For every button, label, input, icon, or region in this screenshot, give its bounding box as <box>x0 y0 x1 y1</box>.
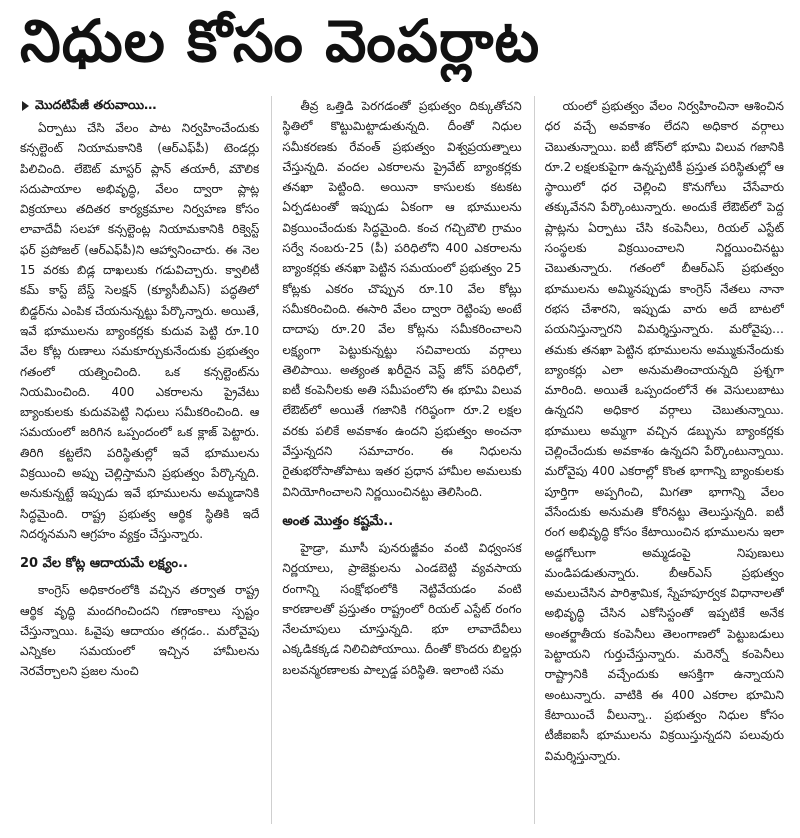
triangle-arrow-icon <box>22 101 29 111</box>
headline: నిధుల కోసం వెంపర్లాట <box>20 7 541 75</box>
column-3 <box>534 96 784 824</box>
continuation-kicker <box>20 96 259 114</box>
paragraph: యంలో ప్రభుత్వం వేలం నిర్వహించినా ఆశించిన ధర వచ్చే అవకాశం లేదని అధికార వర్గాలు చెబుతున్నాయి. ఐటీ జోన్‌లో భూమి విలువ గజానికి రూ.2 లక్షలకుపైగా ఉన్నప్పటికీ ప్రస్తుత పరిస్థితుల్లో ఆ స్థాయిలో ధర చెల్లించి కొనుగోలు చేసేవారు తక్కువేనని పేర్కొంటున్నారు. అందుకే లేఔట్‌లో పెద్ద ప్లాట్లను ఏర్పాటు చేసి కంపెనీలు, రియల్ ఎస్టేట్ సంస్థలకు విక్రయించాలని నిర్ణయించినట్టు చెబుతున్నారు. గతంలో బీఆర్‌ఎస్ ప్రభుత్వం భూములను అమ్మినప్పుడు కాంగ్రెస్ నేతలు నానా రభస చేశారని, ఇప్పుడు వారు అదే బాటలో పయనిస్తున్నారని విమర్శిస్తున్నారు. మరోవైపు… తమకు తనఖా పెట్టిన భూములను అమ్ముకునేందుకు బ్యాంకర్లు ఎలా అనుమతించాయన్నది ప్రశ్నగా మారింది. అయితే ఒప్పందంలోనే ఈ వెసులుబాటు ఉన్నదని అధికార వర్గాలు చెబుతున్నాయి. భూములు అమ్మగా వచ్చిన డబ్బును బ్యాంకర్లకు చెల్లించేందుకు అవకాశం ఉన్నదని పేర్కొంటున్నాయి. మరోవైపు 400 ఎకరాల్లో కొంత భాగాన్ని బ్యాంకులకు పూర్తిగా అప్పగించి, మిగతా భాగాన్ని వేలం వేసేందుకు అనుమతి కోరినట్టు తెలుస్తున్నది. ఐటీ రంగ అభివృద్ధి కోసం కేటాయించిన భూములను ఇలా అడ్డగోలుగా అమ్మడంపై నిపుణులు మండిపడుతున్నారు. బీఆర్‌ఎస్ ప్రభుత్వం అమలుచేసిన పారిశ్రామిక, స్నేహపూర్వక విధానాలతో అభివృద్ధి చేసిన ఎకోసిస్టంతో ఇప్పటికే అనేక అంతర్జాతీయ కంపెనీలు తెలంగాణలో పెట్టుబడులు పెట్టాయని గుర్తుచేస్తున్నారు. మరెన్నో కంపెనీలు రాష్ట్రానికి వచ్చేందుకు ఆసక్తిగా ఉన్నాయని అంటున్నారు. వాటికి ఈ 400 ఎకరాల భూమిని కేటాయించే వీలున్నా.. ప్రభుత్వం నిధుల కోసం టీజీఐఐసీ భూములను విక్రయిస్తున్నదని పలువురు విమర్శిస్తున్నారు. <box>544 99 784 763</box>
kicker-text: మొదటిపేజీ తరువాయి… <box>35 97 157 112</box>
paragraph: తీవ్ర ఒత్తిడి పెరగడంతో ప్రభుత్వం దిక్కుతోచని స్థితిలో కొట్టుమిట్టాడుతున్నది. దీంతో నిధుల సమీకరణకు రేవంత్ ప్రభుత్వం విశ్వప్రయత్నాలు చేస్తున్నది. వందల ఎకరాలను ప్రైవేట్ బ్యాంకర్లకు తనఖా పెట్టింది. అయినా కాసులకు కటకట ఏర్పడటంతో ఇప్పుడు ఏకంగా ఆ భూములను విక్రయించేందుకు సిద్ధమైంది. కంచ గచ్చిబౌలి గ్రామం సర్వే నంబరు-25 (పీ) పరిధిలోని 400 ఎకరాలను బ్యాంకర్లకు తనఖా పెట్టిన సమయంలో ప్రభుత్వం 25 కోట్లకు ఎకరం చొప్పున రూ.10 వేల కోట్లు సమీకరించింది. ఈసారి వేలం ద్వారా రెట్టింపు అంటే దాదాపు రూ.20 వేల కోట్లను సమీకరించాలని లక్ష్యంగా పెట్టుకున్నట్టు సచివాలయ వర్గాలు తెలిపాయి. అత్యంత ఖరీదైన వెస్ట్ జోన్ పరిధిలో, ఐటీ కంపెనీలకు అతి సమీపంలోని ఈ భూమి విలువ లేఔట్‌లో అయితే గజానికి గరిష్ఠంగా రూ.2 లక్షల వరకు పలికే అవకాశం ఉందని ప్రభుత్వం అంచనా వేస్తున్నదని సమాచారం. ఈ నిధులను రైతుభరోసాతోపాటు ఇతర ప్రధాన హామీల అమలుకు వినియోగించాలని నిర్ణయించినట్టు తెలిసింది. <box>282 99 522 499</box>
column-1 <box>20 96 259 824</box>
paragraph: కాంగ్రెస్ అధికారంలోకి వచ్చిన తర్వాత రాష్ట్ర ఆర్థిక వృద్ధి మందగించిందని గణాంకాలు స్పష్టం చేస్తున్నాయి. ఓవైపు ఆదాయం తగ్గడం.. మరోవైపు ఎన్నికల సమయంలో ఇచ్చిన హామీలను నెరవేర్చాలని ప్రజల నుంచి <box>20 583 260 679</box>
article-columns <box>20 96 784 824</box>
paragraph: ఏర్పాటు చేసి వేలం పాట నిర్వహించేందుకు కన్సల్టెంట్ నియామకానికి (ఆర్‌ఎఫ్‌పీ) టెండర్లు పిలిచింది. లేఔట్ మాస్టర్ ప్లాన్ తయారీ, మౌలిక సదుపాయాల అభివృద్ధి, వేలం ద్వారా ప్లాట్ల విక్రయాలు తదితర కార్యక్రమాల నిర్వహణ కోసం లావాదేవీ సలహా కన్సల్టెంట్ల నియామకానికి రిక్వెస్ట్ ఫర్ ప్రపోజల్ (ఆర్‌ఎఫ్‌పీ)ని ఆహ్వానించారు. ఈ నెల 15 వరకు బిడ్ల దాఖలుకు గడువిచ్చారు. క్వాలిటీ కమ్ కాస్ట్ బేస్డ్ సెలక్షన్ (క్యూసీబీఎస్) పద్ధతిలో బిడ్డర్‌ను ఎంపిక చేయనున్నట్టు పేర్కొన్నారు. అయితే, ఇవే భూములను బ్యాంకర్లకు కుదువ పెట్టి రూ.10 వేల కోట్ల రుణాలు సమకూర్చుకునేందుకు ప్రభుత్వం గతంలో యత్నించింది. ఒక కన్సల్టెంట్‌ను నియమించింది. 400 ఎకరాలను ప్రైవేటు బ్యాంకులకు కుదువపెట్టి నిధులు సమీకరించింది. ఆ సమయంలో జరిగిన ఒప్పందంలో ఒక క్లాజ్ పెట్టారు. తిరిగి కట్టలేని పరిస్థితుల్లో ఇవే భూములను విక్రయించి అప్పు చెల్లిస్తామని ప్రభుత్వం పేర్కొన్నది. అనుకున్నట్టే ఇప్పుడు ఇవే భూములను అమ్మడానికి సిద్ధమైంది. రాష్ట్ర ప్రభుత్వ ఆర్థిక స్థితికి ఇదే నిదర్శనమని ఆగ్రహం వ్యక్తం చేస్తున్నారు. <box>20 121 260 541</box>
subheading: 20 వేల కోట్ల ఆదాయమే లక్ష్యం.. <box>20 556 188 572</box>
paragraph: హైడ్రా, మూసీ పునరుజ్జీవం వంటి విధ్వంసక నిర్ణయాలు, ప్రాజెక్టులను ఎండబెట్టి వ్యవసాయ రంగాన్ని సంక్షోభంలోకి నెట్టివేయడం వంటి కారణాలతో ప్రస్తుతం రాష్ట్రంలో రియల్ ఎస్టేట్ రంగం నేలచూపులు చూస్తున్నది. భూ లావాదేవీలు ఎక్కడికక్కడ నిలిచిపోయాయి. దీంతో కొందరు బిల్డర్లు బలవన్మరణాలకు పాల్పడ్డ పరిస్థితి. ఇలాంటి సమ <box>282 540 522 677</box>
column-2 <box>271 96 521 824</box>
subheading: అంత మొత్తం కష్టమే.. <box>282 513 394 529</box>
